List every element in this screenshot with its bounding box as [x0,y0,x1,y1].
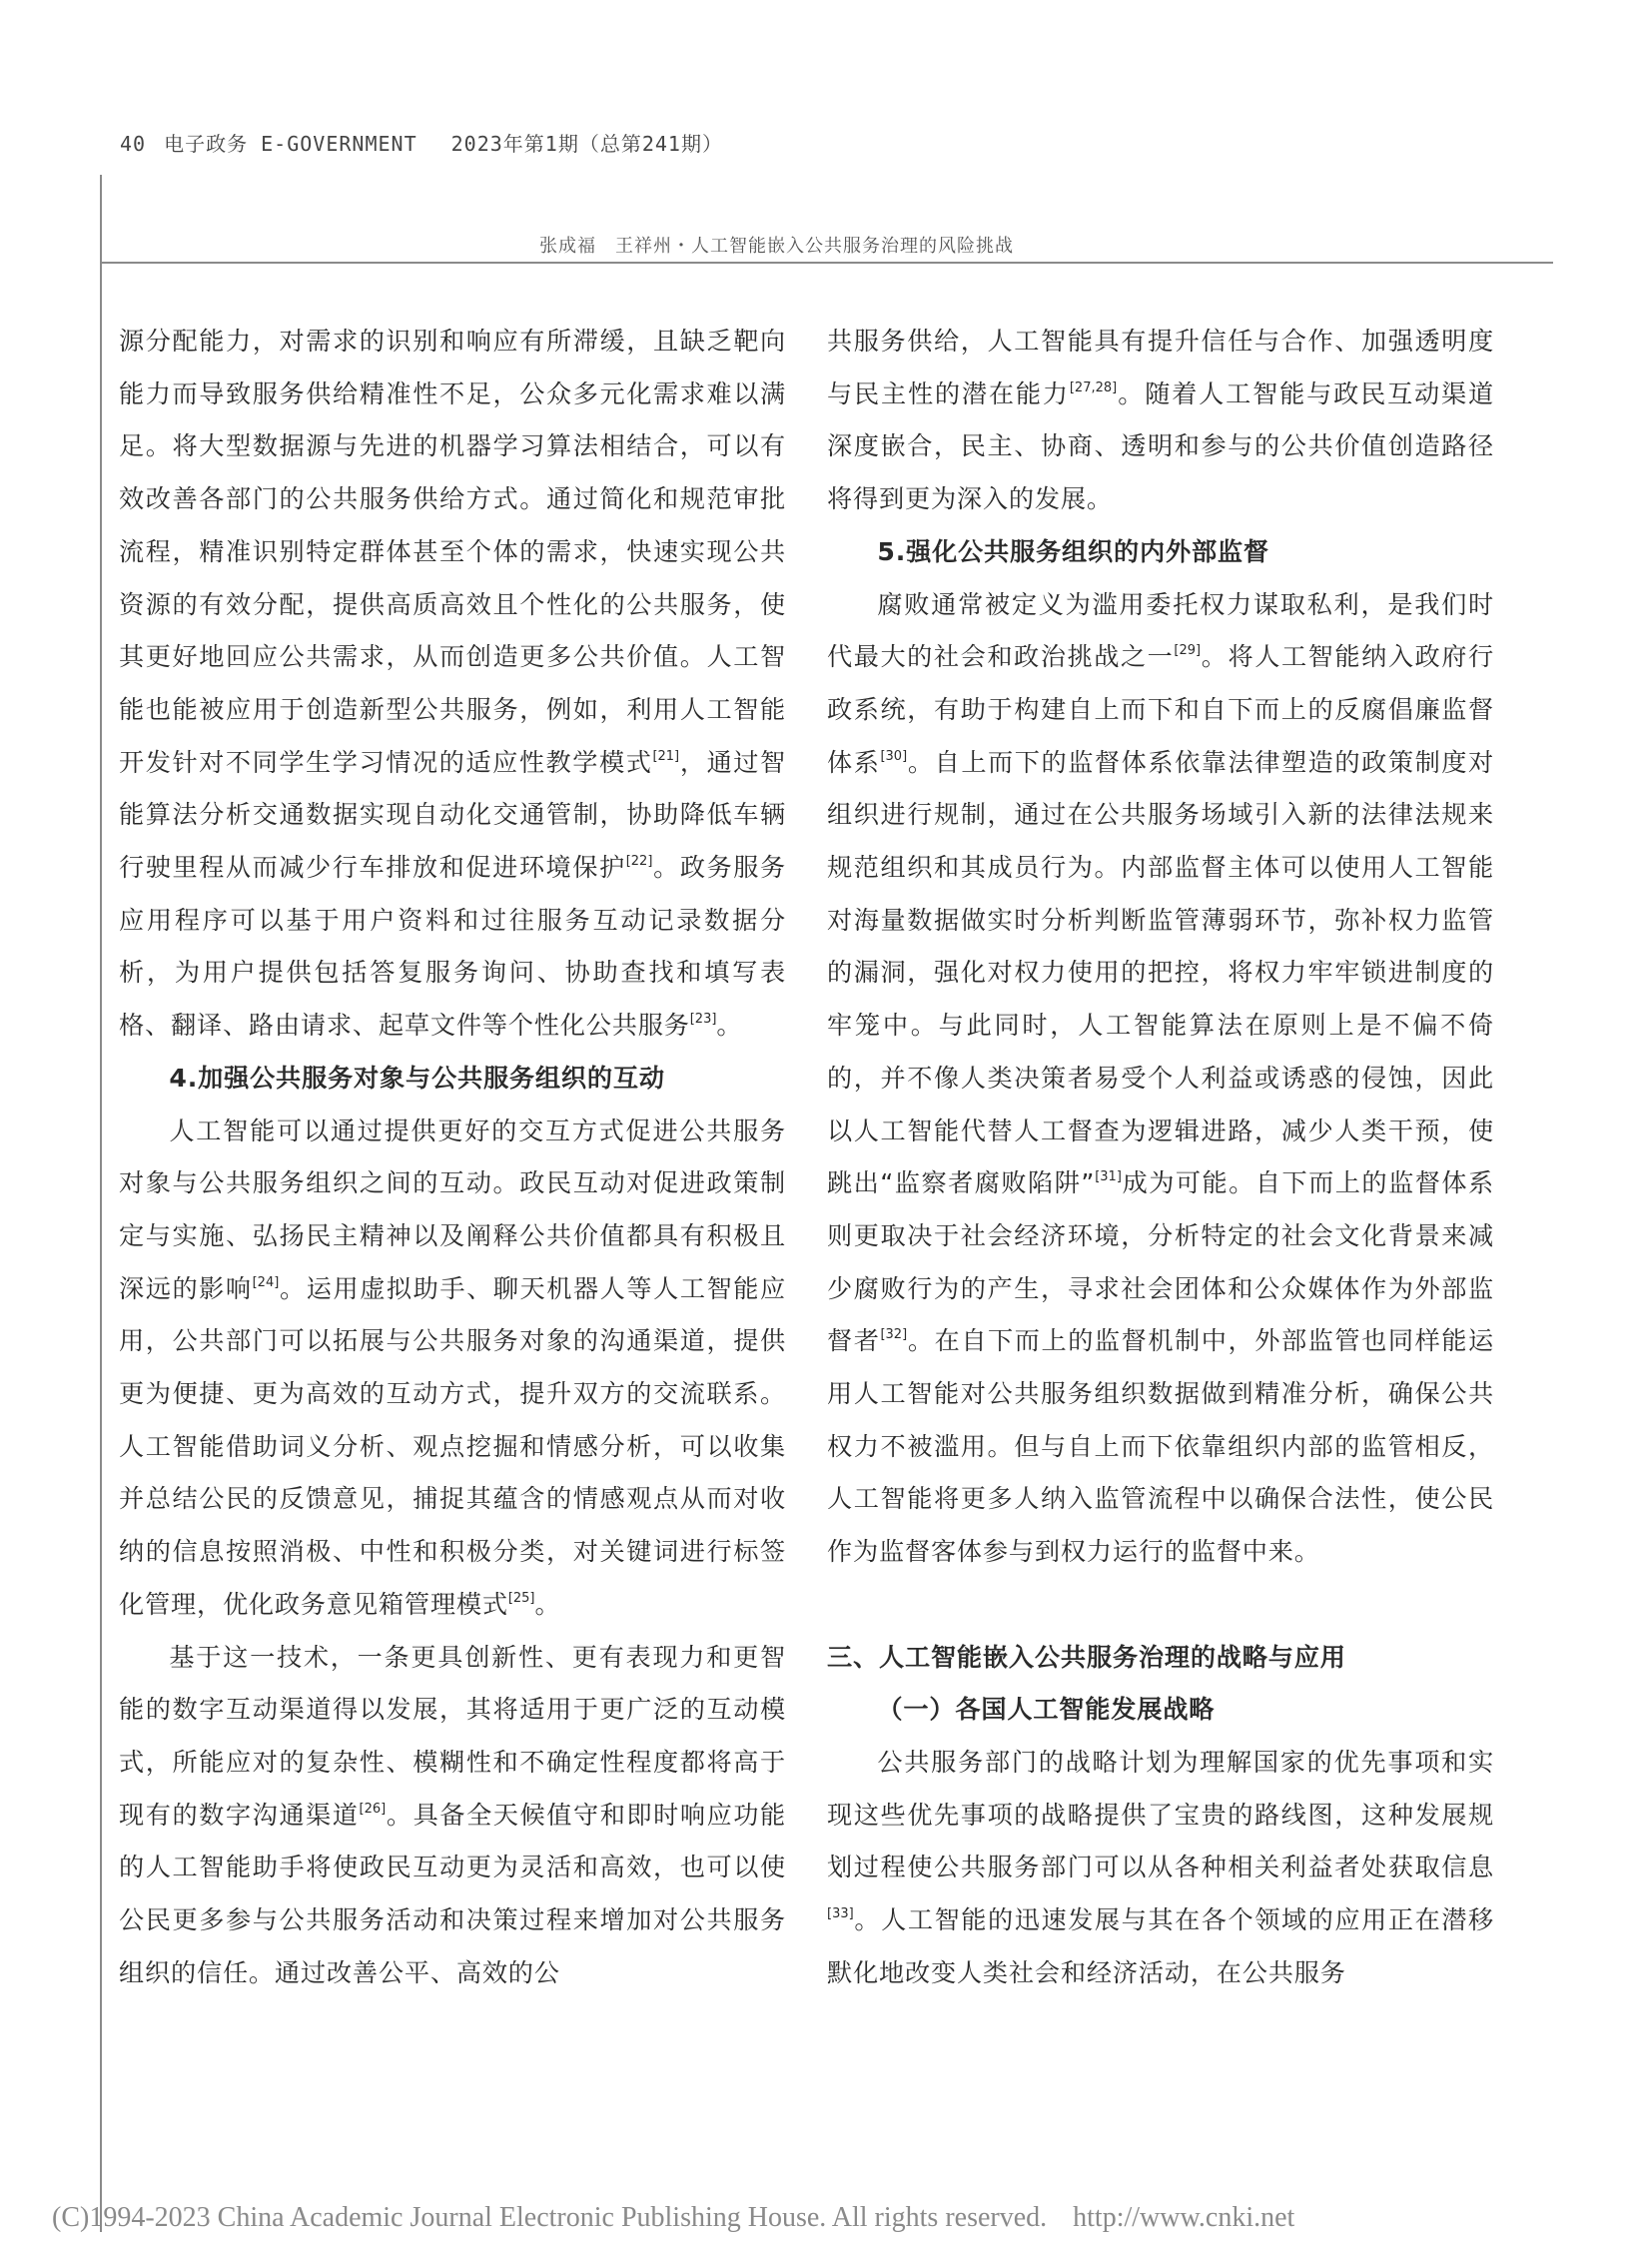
text-run: 。随着人工智能与政民互动渠道深度嵌合，民主、协商、透明和参与的公共价值创造路径将得到更为深入的发展。 [827,378,1495,514]
section-gap [827,1579,1494,1632]
paragraph [119,1106,786,1632]
citation-ref: [30] [880,748,908,764]
citation-ref: [22] [625,854,653,870]
citation-ref: [31] [1095,1169,1122,1185]
citation-ref: [29] [1174,643,1202,659]
right-column [827,316,1494,1999]
vertical-rule [100,175,102,2232]
citation-ref: [25] [507,1590,535,1606]
paragraph [827,316,1494,526]
text-run: 人工智能可以通过提供更好的交互方式促进公共服务对象与公共服务组织之间的互动。政民互动对促进政策制定与实施、弘扬民主精神以及阐释公共价值都具有积极且深远的影响 [119,1116,786,1303]
left-column [119,316,786,2000]
text-run: 。将人工智能纳入政府行政系统，有助于构建自上而下和自下而上的反腐倡廉监督体系 [827,642,1494,777]
text-run: 。政务服务应用程序可以基于用户资料和过往服务互动记录数据分析，为用户提供包括答复服务询问、协助查找和填写表格、翻译、路由请求、起草文件等个性化公共服务 [119,853,786,1041]
article-byline: 张成福 王祥州・人工智能嵌入公共服务治理的风险挑战 [539,236,1014,257]
citation-ref: [24] [252,1274,280,1290]
text-run: 源分配能力，对需求的识别和响应有所滞缓，且缺乏靶向能力而导致服务供给精准性不足，公众多元化需求难以满足。将大型数据源与先进的机器学习算法相结合，可以有效改善各部门的公共服务供给方式。通过简化和规范审批流程，精准识别特定群体甚至个体的需求，快速实现公共资源的有效分配，提供高质高效且个性化的公共服务，使其更好地回应公共需求，从而创造更多公共价值。人工智能也能被应用于创造新型公共服务，例如，利用人工智能开发针对不同学生学习情况的适应性教学模式 [119,327,786,777]
text-run: 共服务供给，人工智能具有提升信任与合作、加强透明度与民主性的潜在能力 [827,327,1494,408]
text-run: 。在自下而上的监督机制中，外部监管也同样能运用人工智能对公共服务组织数据做到精准分析，确保公共权力不被滥用。但与自上而下依靠组织内部的监管相反，人工智能将更多人纳入监管流程中以确保合法性，使公民作为监督客体参与到权力运行的监督中来。 [827,1326,1494,1567]
subsection-heading: 4.加强公共服务对象与公共服务组织的互动 [169,1063,665,1093]
paragraph [119,316,786,1053]
paragraph [827,579,1494,1579]
citation-ref: [23] [689,1012,717,1028]
section-heading: 三、人工智能嵌入公共服务治理的战略与应用 [827,1642,1346,1672]
subsection-heading: 5.强化公共服务组织的内外部监督 [877,536,1269,566]
subsection-heading: （一）各国人工智能发展战略 [877,1695,1216,1725]
text-run: 。人工智能的迅速发展与其在各个领域的应用正在潜移默化地改变人类社会和经济活动，在公共服务 [827,1905,1494,1987]
copyright-footer [52,2202,1294,2234]
page-number: 40 [120,132,147,156]
header-rule [100,262,1553,264]
text-run: ，通过智能算法分析交通数据实现自动化交通管制，协助降低车辆行驶里程从而减少行车排放和促进环境保护 [119,747,787,883]
text-run: 基于这一技术，一条更具创新性、更有表现力和更智能的数字互动渠道得以发展，其将适用于更广泛的互动模式，所能应对的复杂性、模糊性和不确定性程度都将高于现有的数字沟通渠道 [119,1642,786,1830]
text-run: 。具备全天候值守和即时响应功能的人工智能助手将使政民互动更为灵活和高效，也可以使公民更多参与公共服务活动和决策过程来增加对公共服务组织的信任。通过改善公平、高效的公 [119,1800,787,1987]
citation-ref: [32] [880,1327,908,1343]
text-run: 。 [534,1589,561,1619]
citation-ref: [26] [359,1801,387,1817]
text-run: 。运用虚拟助手、聊天机器人等人工智能应用，公共部门可以拓展与公共服务对象的沟通渠道，提供更为便捷、更为高效的互动方式，提升双方的交流联系。人工智能借助词义分析、观点挖掘和情感分析，可以收集并总结公民的反馈意见，捕捉其蕴含的情感观点从而对收纳的信息按照消极、中性和积极分类，对关键词进行标签化管理，优化政务意见箱管理模式 [119,1273,786,1619]
text-run: 公共服务部门的战略计划为理解国家的优先事项和实现这些优先事项的战略提供了宝贵的路线图，这种发展规划过程使公共服务部门可以从各种相关利益者处获取信息 [827,1747,1494,1882]
citation-ref: [21] [652,748,680,764]
text-run: 成为可能。自下而上的监督体系则更取决于社会经济环境，分析特定的社会文化背景来减少腐败行为的产生，寻求社会团体和公众媒体作为外部监督者 [827,1168,1495,1356]
text-run: 。自上而下的监督体系依靠法律塑造的政策制度对组织进行规制，通过在公共服务场域引入新的法律法规来规范组织和其成员行为。内部监督主体可以使用人工智能对海量数据做实时分析判断监管薄弱环节，弥补权力监管的漏洞，强化对权力使用的把控，将权力牢牢锁进制度的牢笼中。与此同时，人工智能算法在原则上是不偏不倚的，并不像人类决策者易受个人利益或诱惑的侵蚀，因此以人工智能代替人工督查为逻辑进路，减少人类干预，使跳出“监察者腐败陷阱” [827,747,1494,1198]
issue-info: 2023年第1期（总第241期） [450,132,723,156]
paragraph [119,1632,786,2000]
text-run: 腐败通常被定义为滥用委托权力谋取私利，是我们时代最大的社会和政治挑战之一 [827,589,1494,672]
journal-name: 电子政务 E-GOVERNMENT [164,132,417,156]
paragraph [827,1737,1494,2000]
cnki-link[interactable]: http://www.cnki.net [1073,2202,1295,2233]
citation-ref: [33] [827,1906,854,1922]
text-run: 。 [716,1011,743,1041]
copyright-notice: (C)1994-2023 China Academic Journal Electronic Publishing House. All rights reserved. [52,2202,1048,2233]
running-header [120,128,723,157]
citation-ref: [27,28] [1069,379,1118,395]
